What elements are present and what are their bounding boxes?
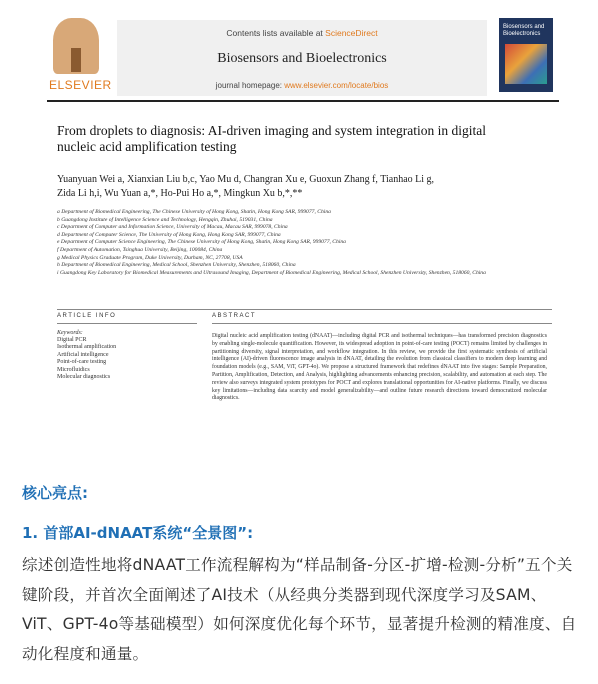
section-rule — [57, 309, 552, 310]
keyword: Digital PCR — [57, 337, 87, 343]
keyword: Isothermal amplification — [57, 344, 117, 351]
elsevier-logo — [49, 16, 112, 94]
affiliation: b Guangdong Institute of Intelligence Science and Technology, Hengqin, Zhuhai, 519031, China — [57, 216, 273, 223]
journal-cover — [499, 18, 553, 92]
affiliation: h Department of Biomedical Engineering, Medical School, Shenzhen University, Shenzhen, 518060, China — [57, 262, 296, 269]
paper-first-page — [47, 12, 559, 458]
abstract-heading: ABSTRACT — [212, 313, 257, 319]
affiliation: e Department of Computer Science Engineering, The Chinese University of Hong Kong, Shatin, Hong Kong SAR, 999077, China — [57, 239, 346, 246]
homepage-link[interactable]: www.elsevier.com/locate/bios — [284, 81, 389, 90]
article-info-rule — [57, 323, 197, 324]
keywords-heading: Keywords: — [57, 330, 83, 336]
contents-line: Contents lists available at ScienceDirect — [226, 28, 378, 38]
author-list — [57, 173, 527, 201]
keywords-list — [57, 337, 197, 381]
publisher-name: ELSEVIER — [49, 78, 112, 92]
journal-name: Biosensors and Bioelectronics — [217, 51, 387, 66]
abstract-text: Digital nucleic acid amplification testing (dNAAT)—including digital PCR and isothermal techniques—has transformed precision diagnostics by enabling single-molecule quantification. However, its widespread adoption in point-of-care testing (POCT) remains limited by challenges in partitioning diversity, signal interpretation, and workflow integration. In this review, we provide the first systematic synthesis of artificial intelligence (AI)-driven fluorescence image analysis in dNAAT, detailing the evolution from classical classifiers to modern deep learning and foundation models (e.g., SAM, ViT, GPT-4o). We propose a structured framework that redefines dNAAT into five stages: Sample Preparation, Partition, Amplification, Detection, and Analysis, highlighting advancements enhancing precision, scalability, and automation at each step. The review also surveys integrated system prototypes for POCT and explores translational opportunities for AI-native platforms. Finally, we discuss key limitations—including data scarcity and model generalizability—and outline future research directions toward democratized molecular diagnostics. — [212, 333, 547, 402]
authors-line-2: Zida Li h,i, Wu Yuan a,*, Ho-Pui Ho a,*, Mingkun Xu b,*,** — [57, 188, 303, 199]
keyword: Artificial intelligence — [57, 351, 109, 358]
authors-line-1: Yuanyuan Wei a, Xianxian Liu b,c, Yao Mu d, Changran Xu e, Guoxun Zhang f, Tianhao Li g, — [57, 174, 435, 185]
affiliation: c Department of Computer and Information Science, University of Macau, Macau SAR, 999078, China — [57, 224, 288, 231]
affiliations — [57, 209, 547, 277]
journal-header — [47, 12, 559, 97]
highlight-1-paragraph: 综述创造性地将dNAAT工作流程解构为“样品制备-分区-扩增-检测-分析”五个关键阶段，并首次全面阐述了AI技术（从经典分类器到现代深度学习及SAM、ViT、GPT-4o等基础模型）如何深度优化每个环节，显著提升检测的精准度、自动化程度和通量。 — [22, 556, 577, 663]
affiliation: g Medical Physics Graduate Program, Duke University, Durham, NC, 27708, USA — [57, 254, 243, 261]
affiliation: i Guangdong Key Laboratory for Biomedical Measurements and Ultrasound Imaging, Department of Biomedical Engineering, Medical School, Shenzhen University, Shenzhen, 518060, China — [57, 269, 486, 276]
affiliation: f Department of Automation, Tsinghua University, Beijing, 100084, China — [57, 246, 223, 253]
cover-title: Biosensors and Bioelectronics — [503, 24, 545, 37]
highlight-1-heading: 1. 首部AI-dNAAT系统“全景图”: — [22, 524, 254, 542]
sciencedirect-link[interactable]: ScienceDirect — [325, 28, 378, 38]
elsevier-tree-icon — [53, 18, 99, 74]
keyword: Microfluidics — [57, 366, 90, 373]
affiliation: a Department of Biomedical Engineering, The Chinese University of Hong Kong, Shatin, Hong Kong SAR, 999077, China — [57, 209, 331, 215]
article-title: From droplets to diagnosis: AI-driven imaging and system integration in digital nucleic acid amplification testing — [57, 123, 486, 154]
header-rule — [47, 100, 559, 102]
keyword: Point-of-care testing — [57, 359, 107, 366]
journal-banner — [117, 20, 487, 96]
cover-image — [505, 44, 547, 84]
article-info-heading: ARTICLE INFO — [57, 313, 117, 319]
keyword: Molecular diagnostics — [57, 374, 111, 381]
affiliation: d Department of Computer Science, The University of Hong Kong, Hong Kong SAR, 999077, China — [57, 231, 281, 238]
abstract-rule — [212, 323, 552, 324]
highlights-heading: 核心亮点: — [22, 484, 88, 502]
homepage-line: journal homepage: www.elsevier.com/locate/bios — [215, 81, 389, 90]
